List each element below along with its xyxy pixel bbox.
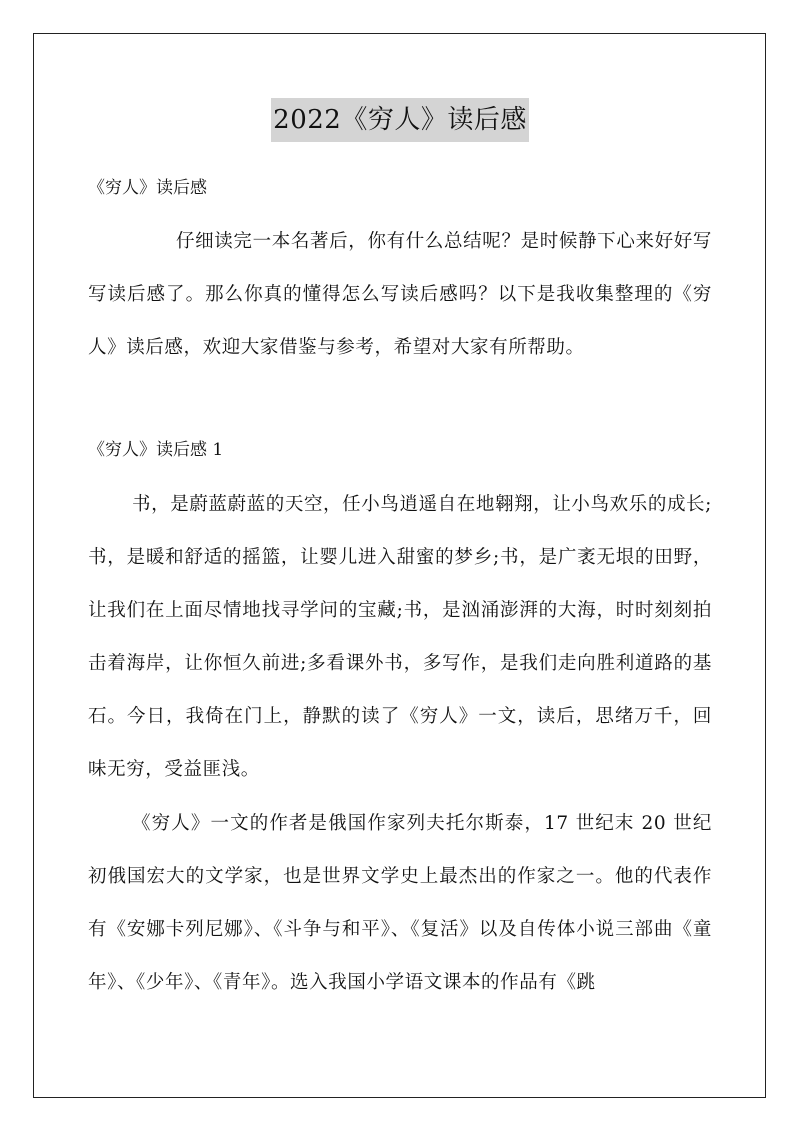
document-title: 2022《穷人》读后感 [271, 98, 529, 142]
body-paragraph-1: 书，是蔚蓝蔚蓝的天空，任小鸟逍遥自在地翱翔，让小鸟欢乐的成长;书，是暖和舒适的摇篮，让婴儿进入甜蜜的梦乡;书，是广袤无垠的田野，让我们在上面尽情地找寻学问的宝藏;书，是汹涌澎湃的大海，时时刻刻拍击着海岸，让你恒久前进;多看课外书，多写作，是我们走向胜利道路的基石。今日，我倚在门上，静默的读了《穷人》一文，读后，思绪万千，回味无穷，受益匪浅。 [88, 494, 712, 780]
title-container [0, 98, 800, 142]
intro-paragraph: 仔细读完一本名著后，你有什么总结呢？是时候静下心来好好写写读后感了。那么你真的懂得怎么写读后感吗？以下是我收集整理的《穷人》读后感，欢迎大家借鉴与参考，希望对大家有所帮助。 [88, 231, 712, 358]
section-heading: 《穷人》读后感 [88, 178, 207, 198]
essay-heading: 《穷人》读后感 1 [88, 440, 224, 460]
body-paragraph-2: 《穷人》一文的作者是俄国作家列夫托尔斯泰，17 世纪末 20 世纪初俄国宏大的文学家，也是世界文学史上最杰出的作家之一。他的代表作有《安娜卡列尼娜》、《斗争与和平》、《复活》以及自传体小说三部曲《童年》、《少年》、《青年》。选入我国小学语文课本的作品有《跳 [88, 813, 712, 993]
